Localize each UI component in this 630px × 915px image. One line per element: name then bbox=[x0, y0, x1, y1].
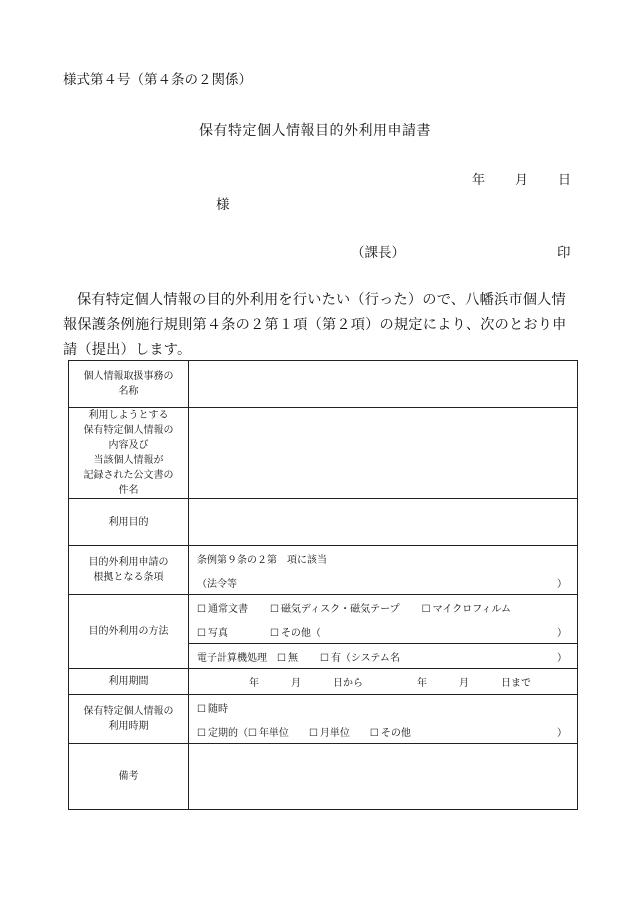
table-row bbox=[69, 669, 578, 695]
period-field[interactable] bbox=[189, 669, 578, 695]
table-row bbox=[69, 408, 578, 499]
application-statement: 保有特定個人情報の目的外利用を行いたい（行った）ので、八幡浜市個人情報保護条例施行規則第４条の２第１項（第２項）の規定により、次のとおり申請（提出）します。 bbox=[63, 292, 567, 358]
remarks-field[interactable] bbox=[189, 744, 578, 810]
table-row bbox=[69, 595, 578, 669]
checkbox-icon: ☐ bbox=[197, 627, 206, 639]
period-year-to: 年 bbox=[417, 678, 427, 689]
timing-label: 保有特定個人情報の 利用時期 bbox=[69, 695, 189, 744]
other-close-paren: ） bbox=[557, 627, 567, 639]
page-title: 保有特定個人情報目的外利用申請書 bbox=[199, 123, 431, 139]
timing-field bbox=[189, 695, 578, 744]
form-number: 様式第４号（第４条の２関係） bbox=[63, 72, 252, 88]
checkbox-timing-regular[interactable]: ☐ 定期的（ bbox=[197, 727, 248, 739]
checkbox-icon: ☐ bbox=[277, 652, 286, 664]
business-name-field[interactable] bbox=[189, 361, 578, 408]
info-content-label: 利用しようとする 保有特定個人情報の 内容及び 当該個人情報が 記録された公文書の 件名 bbox=[69, 408, 189, 499]
checkbox-timing-other[interactable]: ☐ その他 bbox=[369, 727, 411, 739]
period-month-to: 月 bbox=[459, 678, 469, 689]
checkbox-icon: ☐ bbox=[369, 727, 379, 739]
checkbox-icon: ☐ bbox=[197, 727, 206, 739]
computer-processing-label: 電子計算機処理 bbox=[197, 652, 267, 664]
period-month-from: 月 bbox=[291, 678, 301, 689]
period-year-from: 年 bbox=[249, 678, 259, 689]
checkbox-timing-yearly[interactable]: ☐ 年単位 bbox=[247, 727, 289, 739]
date-year-label: 年 bbox=[472, 173, 486, 188]
checkbox-photo[interactable]: ☐ 写真 bbox=[197, 627, 228, 639]
basis-clause-label: 目的外利用申請の 根拠となる条項 bbox=[69, 546, 189, 595]
period-day-from: 日から bbox=[333, 678, 363, 689]
checkbox-icon: ☐ bbox=[319, 652, 329, 664]
application-form-table bbox=[68, 360, 578, 810]
checkbox-other[interactable]: ☐ その他（ bbox=[269, 627, 321, 639]
checkbox-icon: ☐ bbox=[197, 603, 206, 615]
date-month-label: 月 bbox=[515, 173, 529, 188]
checkbox-icon: ☐ bbox=[421, 603, 431, 615]
table-row bbox=[69, 744, 578, 810]
method-field bbox=[189, 595, 578, 669]
business-name-label: 個人情報取扱事務の 名称 bbox=[69, 361, 189, 408]
checkbox-icon: ☐ bbox=[308, 727, 318, 739]
checkbox-icon: ☐ bbox=[269, 603, 279, 615]
checkbox-timing-monthly[interactable]: ☐ 月単位 bbox=[308, 727, 350, 739]
checkbox-icon: ☐ bbox=[269, 627, 279, 639]
timing-close-paren: ） bbox=[557, 727, 567, 739]
date-day-label: 日 bbox=[558, 173, 572, 188]
table-row bbox=[69, 499, 578, 546]
laws-close-paren: ） bbox=[557, 578, 567, 590]
table-row bbox=[69, 361, 578, 408]
checkbox-microfilm[interactable]: ☐ マイクロフィルム bbox=[421, 603, 512, 615]
applicant-chief-label: （課長） bbox=[351, 245, 405, 261]
laws-label: （法令等 bbox=[197, 578, 237, 590]
table-row bbox=[69, 546, 578, 595]
info-content-field[interactable] bbox=[189, 408, 578, 499]
purpose-label: 利用目的 bbox=[69, 499, 189, 546]
checkbox-computer-none[interactable]: ☐ 無 bbox=[277, 652, 298, 664]
addressee-suffix: 様 bbox=[216, 197, 230, 213]
checkbox-icon: ☐ bbox=[247, 727, 257, 739]
purpose-field[interactable] bbox=[189, 499, 578, 546]
system-close-paren: ） bbox=[557, 652, 567, 664]
checkbox-icon: ☐ bbox=[197, 703, 206, 715]
seal-label: 印 bbox=[557, 245, 571, 261]
checkbox-timing-any[interactable]: ☐ 随時 bbox=[197, 703, 228, 715]
period-label: 利用期間 bbox=[69, 669, 189, 695]
remarks-label: 備考 bbox=[69, 744, 189, 810]
period-day-to: 日まで bbox=[501, 678, 531, 689]
checkbox-normal-doc[interactable]: ☐ 通常文書 bbox=[197, 603, 248, 615]
checkbox-computer-yes[interactable]: ☐ 有（システム名 bbox=[319, 652, 400, 664]
method-label: 目的外利用の方法 bbox=[69, 595, 189, 669]
basis-clause-field[interactable] bbox=[189, 546, 578, 595]
ordinance-clause-text: 条例第９条の２第 項に該当 bbox=[197, 554, 327, 566]
table-row bbox=[69, 695, 578, 744]
checkbox-magnetic[interactable]: ☐ 磁気ディスク・磁気テープ bbox=[269, 603, 400, 615]
